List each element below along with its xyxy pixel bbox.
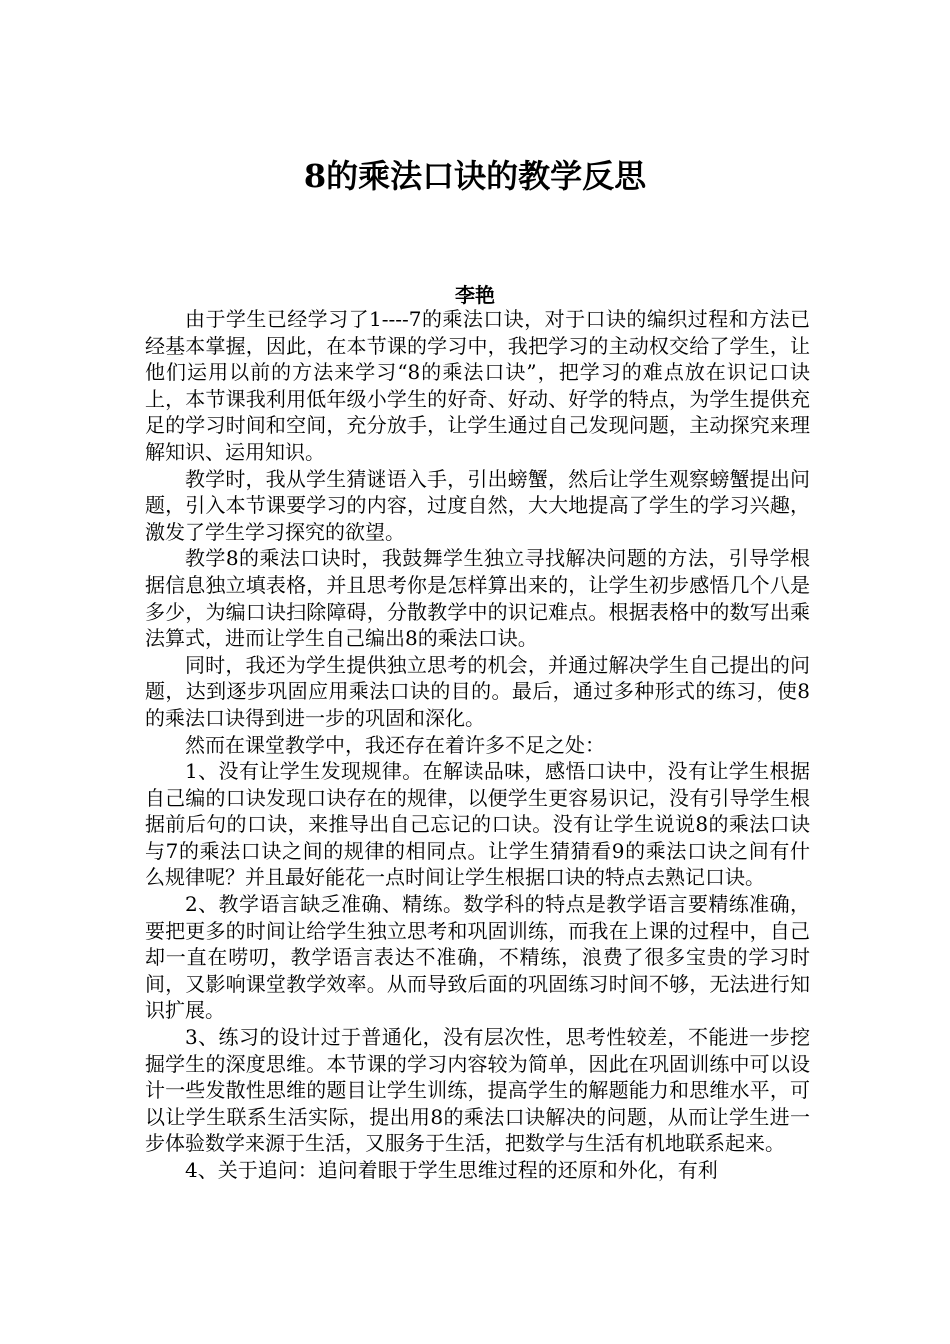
paragraph: 1、没有让学生发现规律。在解读品味，感悟口诀中，没有让学生根据自己编的口诀发现口诀存在的规律，以便学生更容易识记，没有引导学生根据前后句的口诀，来推导出自己忘记的口诀。没有让学生说说8的乘法口诀与7的乘法口诀之间的规律的相同点。让学生猜猜看9的乘法口诀之间有什么规律呢？并且最好能花一点时间让学生根据口诀的特点去熟记口诀。 [145,759,810,890]
paragraph: 然而在课堂教学中，我还存在着许多不足之处： [185,732,605,757]
paragraph: 3、练习的设计过于普通化，没有层次性，思考性较差，不能进一步挖掘学生的深度思维。本节课的学习内容较为简单，因此在巩固训练中可以设计一些发散性思维的题目让学生训练，提高学生的解题能力和思维水平，可以让学生联系生活实际，提出用8的乘法口诀解决的问题，从而让学生进一步体验数学来源于生活，又服务于生活，把数学与生活有机地联系起来。 [145,1025,810,1156]
paragraph: 2、教学语言缺乏准确、精练。数学科的特点是教学语言要精练准确，要把更多的时间让给学生独立思考和巩固训练，而我在上课的过程中，自己却一直在唠叨，教学语言表达不准确，不精练，浪费了很多宝贵的学习时间，又影响课堂教学效率。从而导致后面的巩固练习时间不够，无法进行知识扩展。 [145,892,810,1023]
paragraph: 教学8的乘法口诀时，我鼓舞学生独立寻找解决问题的方法，引导学根据信息独立填表格，并且思考你是怎样算出来的，让学生初步感悟几个八是多少，为编口诀扫除障碍，分散教学中的识记难点。根据表格中的数写出乘法算式，进而让学生自己编出8的乘法口诀。 [145,546,810,651]
document-body [145,306,810,1184]
paragraph: 同时，我还为学生提供独立思考的机会，并通过解决学生自己提出的问题，达到逐步巩固应用乘法口诀的目的。最后，通过多种形式的练习，使8的乘法口诀得到进一步的巩固和深化。 [145,652,810,730]
paragraph: 教学时，我从学生猜谜语入手，引出螃蟹，然后让学生观察螃蟹提出问题，引入本节课要学习的内容，过度自然，大大地提高了学生的学习兴趣，激发了学生学习探究的欲望。 [145,466,810,544]
paragraph: 由于学生已经学习了1----7的乘法口诀，对于口诀的编织过程和方法已经基本掌握，因此，在本节课的学习中，我把学习的主动权交给了学生，让他们运用以前的方法来学习“8的乘法口诀”，把学习的难点放在识记口诀上，本节课我利用低年级小学生的好奇、好动、好学的特点，为学生提供充足的学习时间和空间，充分放手，让学生通过自己发现问题，主动探究来理解知识、运用知识。 [145,307,810,464]
document-author: 李艳 [455,283,495,307]
paragraph: 4、关于追问：追问着眼于学生思维过程的还原和外化，有利 [185,1158,718,1182]
document-title: 8的乘法口诀的教学反思 [303,157,647,195]
